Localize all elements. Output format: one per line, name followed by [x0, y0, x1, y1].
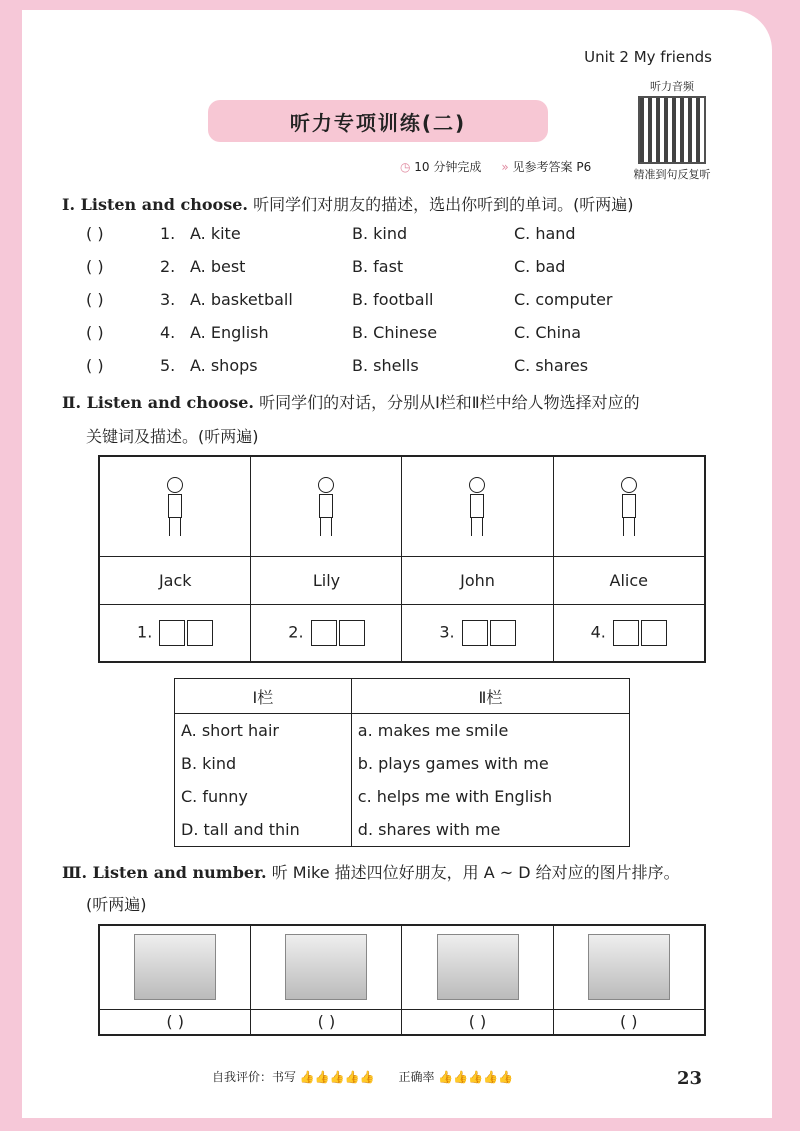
q-c: C. computer: [514, 290, 613, 309]
unit-header: Unit 2 My friends: [584, 48, 712, 66]
q-c: C. shares: [514, 356, 589, 375]
q-b: B. fast: [352, 257, 404, 276]
q-c: C. hand: [514, 224, 576, 243]
option-cell: C. funny: [175, 780, 352, 813]
picture-table: [98, 924, 706, 1036]
picture-hopscotch: [553, 925, 705, 1009]
q-a: A. shops: [190, 356, 258, 375]
q-blank[interactable]: ( ): [86, 356, 104, 375]
q-a: A. basketball: [190, 290, 293, 309]
q-a: A. kite: [190, 224, 241, 243]
option-cell: b. plays games with me: [351, 747, 629, 780]
page-number: 23: [676, 1068, 702, 1089]
picture-football: [402, 925, 553, 1009]
order-blank[interactable]: ( ): [251, 1009, 402, 1035]
person-jack: [99, 456, 251, 556]
q-num: 3.: [160, 290, 176, 309]
section-3-heading-cont: (听两遍): [86, 895, 147, 914]
page-title: 听力专项训练(二): [208, 100, 548, 142]
qr-block: [627, 78, 717, 182]
col-2-header: Ⅱ栏: [351, 679, 629, 714]
name-cell: Alice: [553, 556, 705, 604]
order-blank[interactable]: ( ): [99, 1009, 251, 1035]
q-b: B. kind: [352, 224, 408, 243]
q-c: C. China: [514, 323, 582, 342]
name-cell: Lily: [251, 556, 402, 604]
eval-accuracy: 正确率 👍👍👍👍👍: [398, 1070, 514, 1084]
q-num: 5.: [160, 356, 176, 375]
chevron-icon: »: [501, 160, 513, 174]
worksheet-page: [22, 10, 772, 1118]
options-table: [174, 678, 630, 847]
answer-cell-2[interactable]: 2.: [251, 604, 402, 662]
q-a: A. best: [190, 257, 246, 276]
q-blank[interactable]: ( ): [86, 323, 104, 342]
option-cell: D. tall and thin: [175, 813, 352, 847]
eval-writing: 自我评价：书写 👍👍👍👍👍: [212, 1070, 375, 1084]
option-cell: A. short hair: [175, 714, 352, 748]
person-alice: [553, 456, 705, 556]
name-cell: John: [402, 556, 553, 604]
name-cell: Jack: [99, 556, 251, 604]
self-evaluation: [212, 1068, 513, 1085]
q-blank[interactable]: ( ): [86, 257, 104, 276]
q-blank[interactable]: ( ): [86, 290, 104, 309]
section-2-heading: Ⅱ. Listen and choose. 听同学们的对话，分别从Ⅰ栏和Ⅱ栏中给人物选择对应的: [62, 393, 640, 412]
q-a: A. English: [190, 323, 269, 342]
option-cell: a. makes me smile: [351, 714, 629, 748]
option-cell: B. kind: [175, 747, 352, 780]
person-john: [402, 456, 553, 556]
question-row: [86, 257, 565, 276]
q-b: B. shells: [352, 356, 419, 375]
qr-code-icon[interactable]: [638, 96, 706, 164]
q-c: C. bad: [514, 257, 566, 276]
q-num: 4.: [160, 323, 176, 342]
order-blank[interactable]: ( ): [402, 1009, 553, 1035]
question-row: [86, 356, 588, 375]
question-row: [86, 224, 576, 243]
picture-helping: [251, 925, 402, 1009]
option-cell: d. shares with me: [351, 813, 629, 847]
section-2-heading-cont: 关键词及描述。(听两遍): [86, 427, 259, 446]
q-num: 1.: [160, 224, 176, 243]
person-lily: [251, 456, 402, 556]
answer-cell-4[interactable]: 4.: [553, 604, 705, 662]
q-b: B. Chinese: [352, 323, 438, 342]
q-blank[interactable]: ( ): [86, 224, 104, 243]
qr-bottom-label: 精准到句反复听: [633, 168, 711, 181]
answer-cell-1[interactable]: 1.: [99, 604, 251, 662]
section-3-heading: Ⅲ. Listen and number. 听 Mike 描述四位好朋友，用 A ~ D 给对应的图片排序。: [62, 863, 680, 882]
option-cell: c. helps me with English: [351, 780, 629, 813]
time-info: ◷ 10 分钟完成: [400, 160, 482, 174]
q-num: 2.: [160, 257, 176, 276]
col-1-header: Ⅰ栏: [175, 679, 352, 714]
q-b: B. football: [352, 290, 434, 309]
question-row: [86, 323, 581, 342]
qr-top-label: 听力音频: [650, 80, 694, 93]
answer-cell-3[interactable]: 3.: [402, 604, 553, 662]
clock-icon: ◷: [400, 160, 415, 174]
answer-info: » 见参考答案 P6: [501, 160, 592, 174]
question-row: [86, 290, 613, 309]
order-blank[interactable]: ( ): [553, 1009, 705, 1035]
section-1-heading: Ⅰ. Listen and choose. 听同学们对朋友的描述，选出你听到的单词。(听两遍): [62, 195, 634, 214]
character-table: [98, 455, 706, 663]
picture-reading: [99, 925, 251, 1009]
meta-info: [400, 158, 591, 175]
